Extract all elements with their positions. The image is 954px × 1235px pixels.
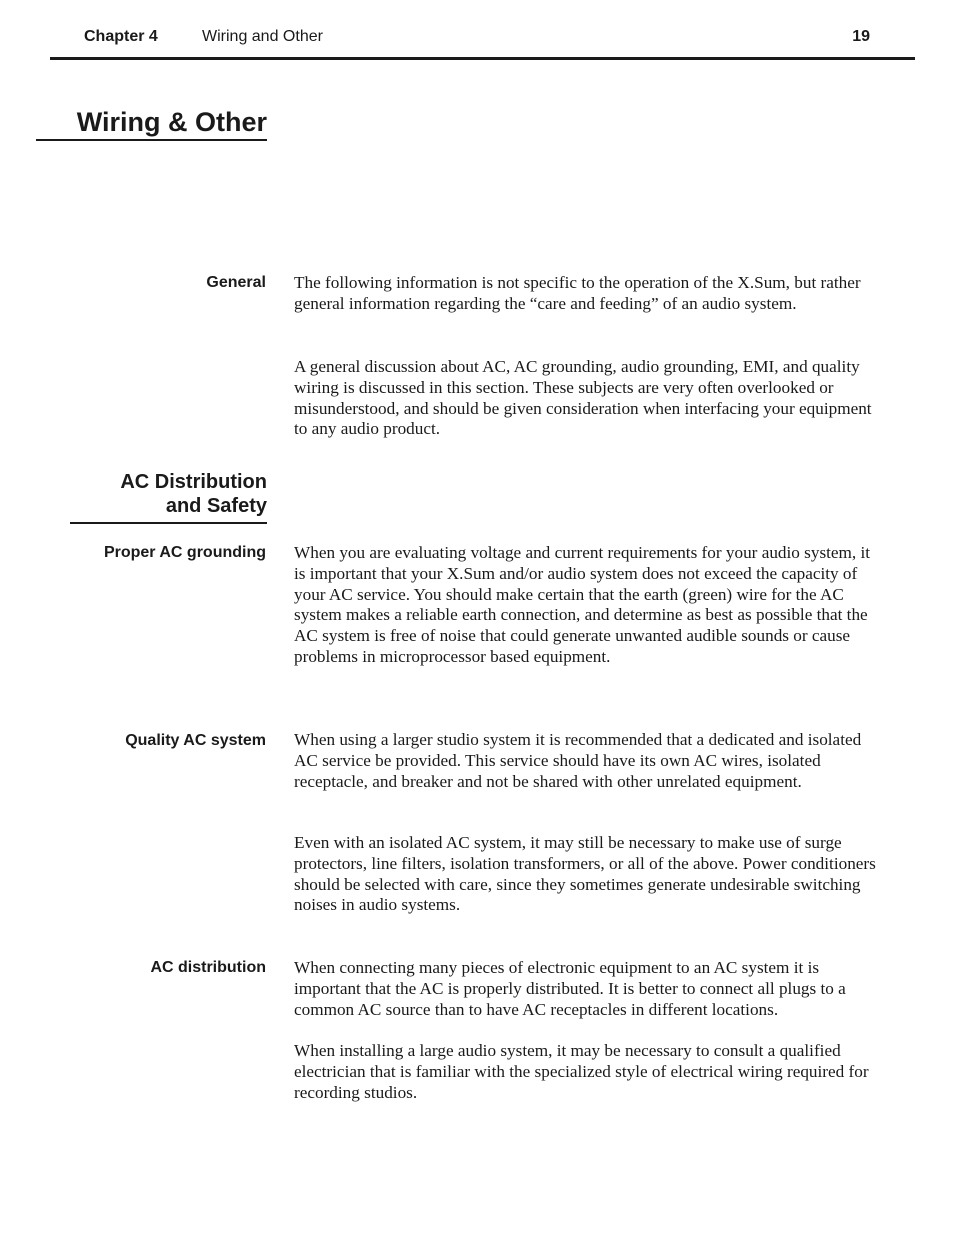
chapter-title: Wiring and Other: [202, 28, 323, 45]
distribution-paragraph-1: When connecting many pieces of electronic equipment to an AC system it is important that the AC is properly distributed. It is better to connect all plugs to a common AC source than to have AC receptacles in different locations.: [294, 958, 846, 1019]
section-label-general: General: [206, 274, 266, 291]
section-heading-line-1: AC Distribution: [120, 471, 267, 493]
section-label-quality-ac-system: Quality AC system: [125, 732, 266, 749]
page-title: Wiring & Other: [36, 106, 267, 141]
section-label-proper-ac-grounding: Proper AC grounding: [103, 544, 266, 561]
chapter-label: Chapter 4: [84, 28, 158, 45]
quality-paragraph-1: When using a larger studio system it is recommended that a dedicated and isolated AC service be provided. This service should have its own AC wires, isolated receptacle, and breaker and not be shared with other unrelated equipment.: [294, 730, 862, 791]
page-header: [50, 0, 915, 60]
section-heading-line-2: and Safety: [165, 495, 267, 517]
general-paragraph-1: The following information is not specific to the operation of the X.Sum, but rather general information regarding the “care and feeding” of an audio system.: [294, 273, 861, 313]
general-paragraph-2: A general discussion about AC, AC grounding, audio grounding, EMI, and quality wiring is discussed in this section. These subjects are very often overlooked or misunderstood, and should be given consideration when interfacing your equipment to any audio product.: [294, 357, 872, 439]
distribution-paragraph-2: When installing a large audio system, it may be necessary to consult a qualified electrician that is familiar with the specialized style of electrical wiring required for recording studios.: [294, 1041, 869, 1102]
grounding-paragraph-1: When you are evaluating voltage and current requirements for your audio system, it is important that your X.Sum and/or audio system does not exceed the capacity of your AC service. You should make certain that the earth (green) wire for the AC system makes a reliable earth connection, and determine as best as possible that the AC system is free of noise that could generate unwanted audible sounds or cause problems in microprocessor based equipment.: [294, 543, 871, 666]
quality-paragraph-2: Even with an isolated AC system, it may still be necessary to make use of surge protectors, line filters, isolation transformers, or all of the above. Power conditioners should be selected with care, since they sometimes generate undesirable switching noises in audio systems.: [294, 833, 876, 915]
page-number: 19: [852, 28, 870, 45]
section-heading-ac-distribution: [70, 470, 267, 524]
section-label-ac-distribution: AC distribution: [150, 959, 266, 976]
